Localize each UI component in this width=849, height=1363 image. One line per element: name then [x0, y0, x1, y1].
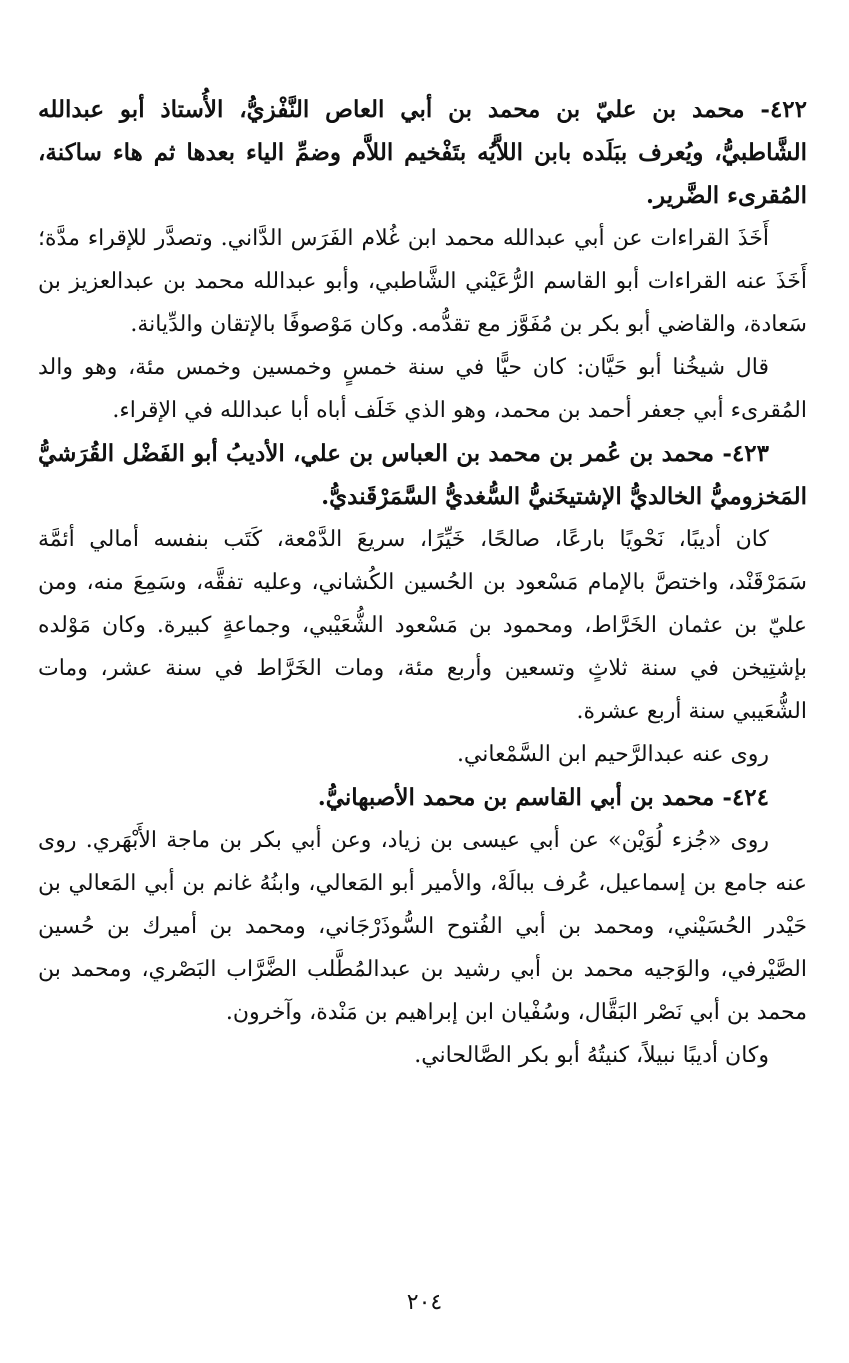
entry-423-heading: ٤٢٣- محمد بن عُمر بن محمد بن العباس بن علي، الأديبُ أبو الفَضْل القُرَشيُّ المَخزوميُّ الخالديُّ الإشتيخَنيُّ السُّغديُّ السَّمَرْقَنديُّ.: [38, 440, 807, 510]
entry-422-paragraph-1: أَخَذَ القراءات عن أبي عبدالله محمد ابن غُلام الفَرَس الدَّاني. وتصدَّر للإقراء مدَّة؛ أَخَذَ عنه القراءات أبو القاسم الرُّعَيْني الشَّاطبي، وأبو عبدالله محمد بن عبدالعزيز بن سَعادة، والقاضي أبو بكر بن مُفَوَّز مع تقدُّمه. وكان مَوْصوفًا بالإتقان والدِّيانة.: [38, 226, 807, 337]
entry-422-paragraph-2: قال شيخُنا أبو حَيَّان: كان حيًّا في سنة خمسٍ وخمسين وخمس مئة، وهو والد المُقرىء أبي جعفر أحمد بن محمد، وهو الذي خَلَف أباه أبا عبدالله في الإقراء.: [38, 355, 807, 423]
entry-423-paragraph-1: كان أديبًا، نَحْويًا بارعًا، صالحًا، خَيِّرًا، سريعَ الدَّمْعة، كَتَب بنفسه أمالي أئمَّة سَمَرْقَنْد، واختصَّ بالإمام مَسْعود بن الحُسين الكُشاني، وعليه تفقَّه، وسَمِعَ منه، ومن عليّ بن عثمان الخَرَّاط، ومحمود بن مَسْعود الشُّعَيْبي، وجماعةٍ كبيرة. وكان مَوْلده بإشتِيخن في سنة ثلاثٍ وتسعين وأربع مئة، ومات الخَرَّاط في سنة عشر، ومات الشُّعَيبي سنة أربع عشرة.: [38, 527, 807, 724]
entry-423-paragraph-2: روى عنه عبدالرَّحيم ابن السَّمْعاني.: [456, 742, 769, 767]
entry-424-paragraph-1: روى «جُزء لُوَيْن» عن أبي عيسى بن زياد، وعن أبي بكر بن ماجة الأَبْهَري. روى عنه جامع بن إسماعيل، عُرف ببالَهْ، والأمير أبو المَعالي، وابنُهُ غانم بن أبي المَعالي بن حَيْدر الحُسَيْني، ومحمد بن أبي الفُتوح السُّوذَرْجَاني، ومحمد بن أميرك بن حُسين الصَّيْرفي، والوَجيه محمد بن أبي رشيد بن عبدالمُطَّلب الضَّرَّاب البَصْري، ومحمد بن محمد بن أبي نَصْر البَقَّال، وسُفْيان ابن إبراهيم بن مَنْدة، وآخرون.: [38, 828, 807, 1025]
entry-422-heading: ٤٢٢- محمد بن عليّ بن محمد بن أبي العاص النَّفْزيُّ، الأُستاذ أبو عبدالله الشَّاطبيُّ، ويُعرف ببَلَده بابن اللاَّيُه بتَفْخيم اللاَّم وضمِّ الياء بعدها ثم هاء ساكنة، المُقرىء الضَّرير.: [38, 96, 807, 209]
entry-424-paragraph-2: وكان أديبًا نبيلاً، كنيتُهُ أبو بكر الصَّالحاني.: [414, 1043, 769, 1068]
entry-424-heading: ٤٢٤- محمد بن أبي القاسم بن محمد الأصبهانيُّ.: [317, 784, 769, 811]
page-number: ٢٠٤: [406, 1290, 443, 1315]
